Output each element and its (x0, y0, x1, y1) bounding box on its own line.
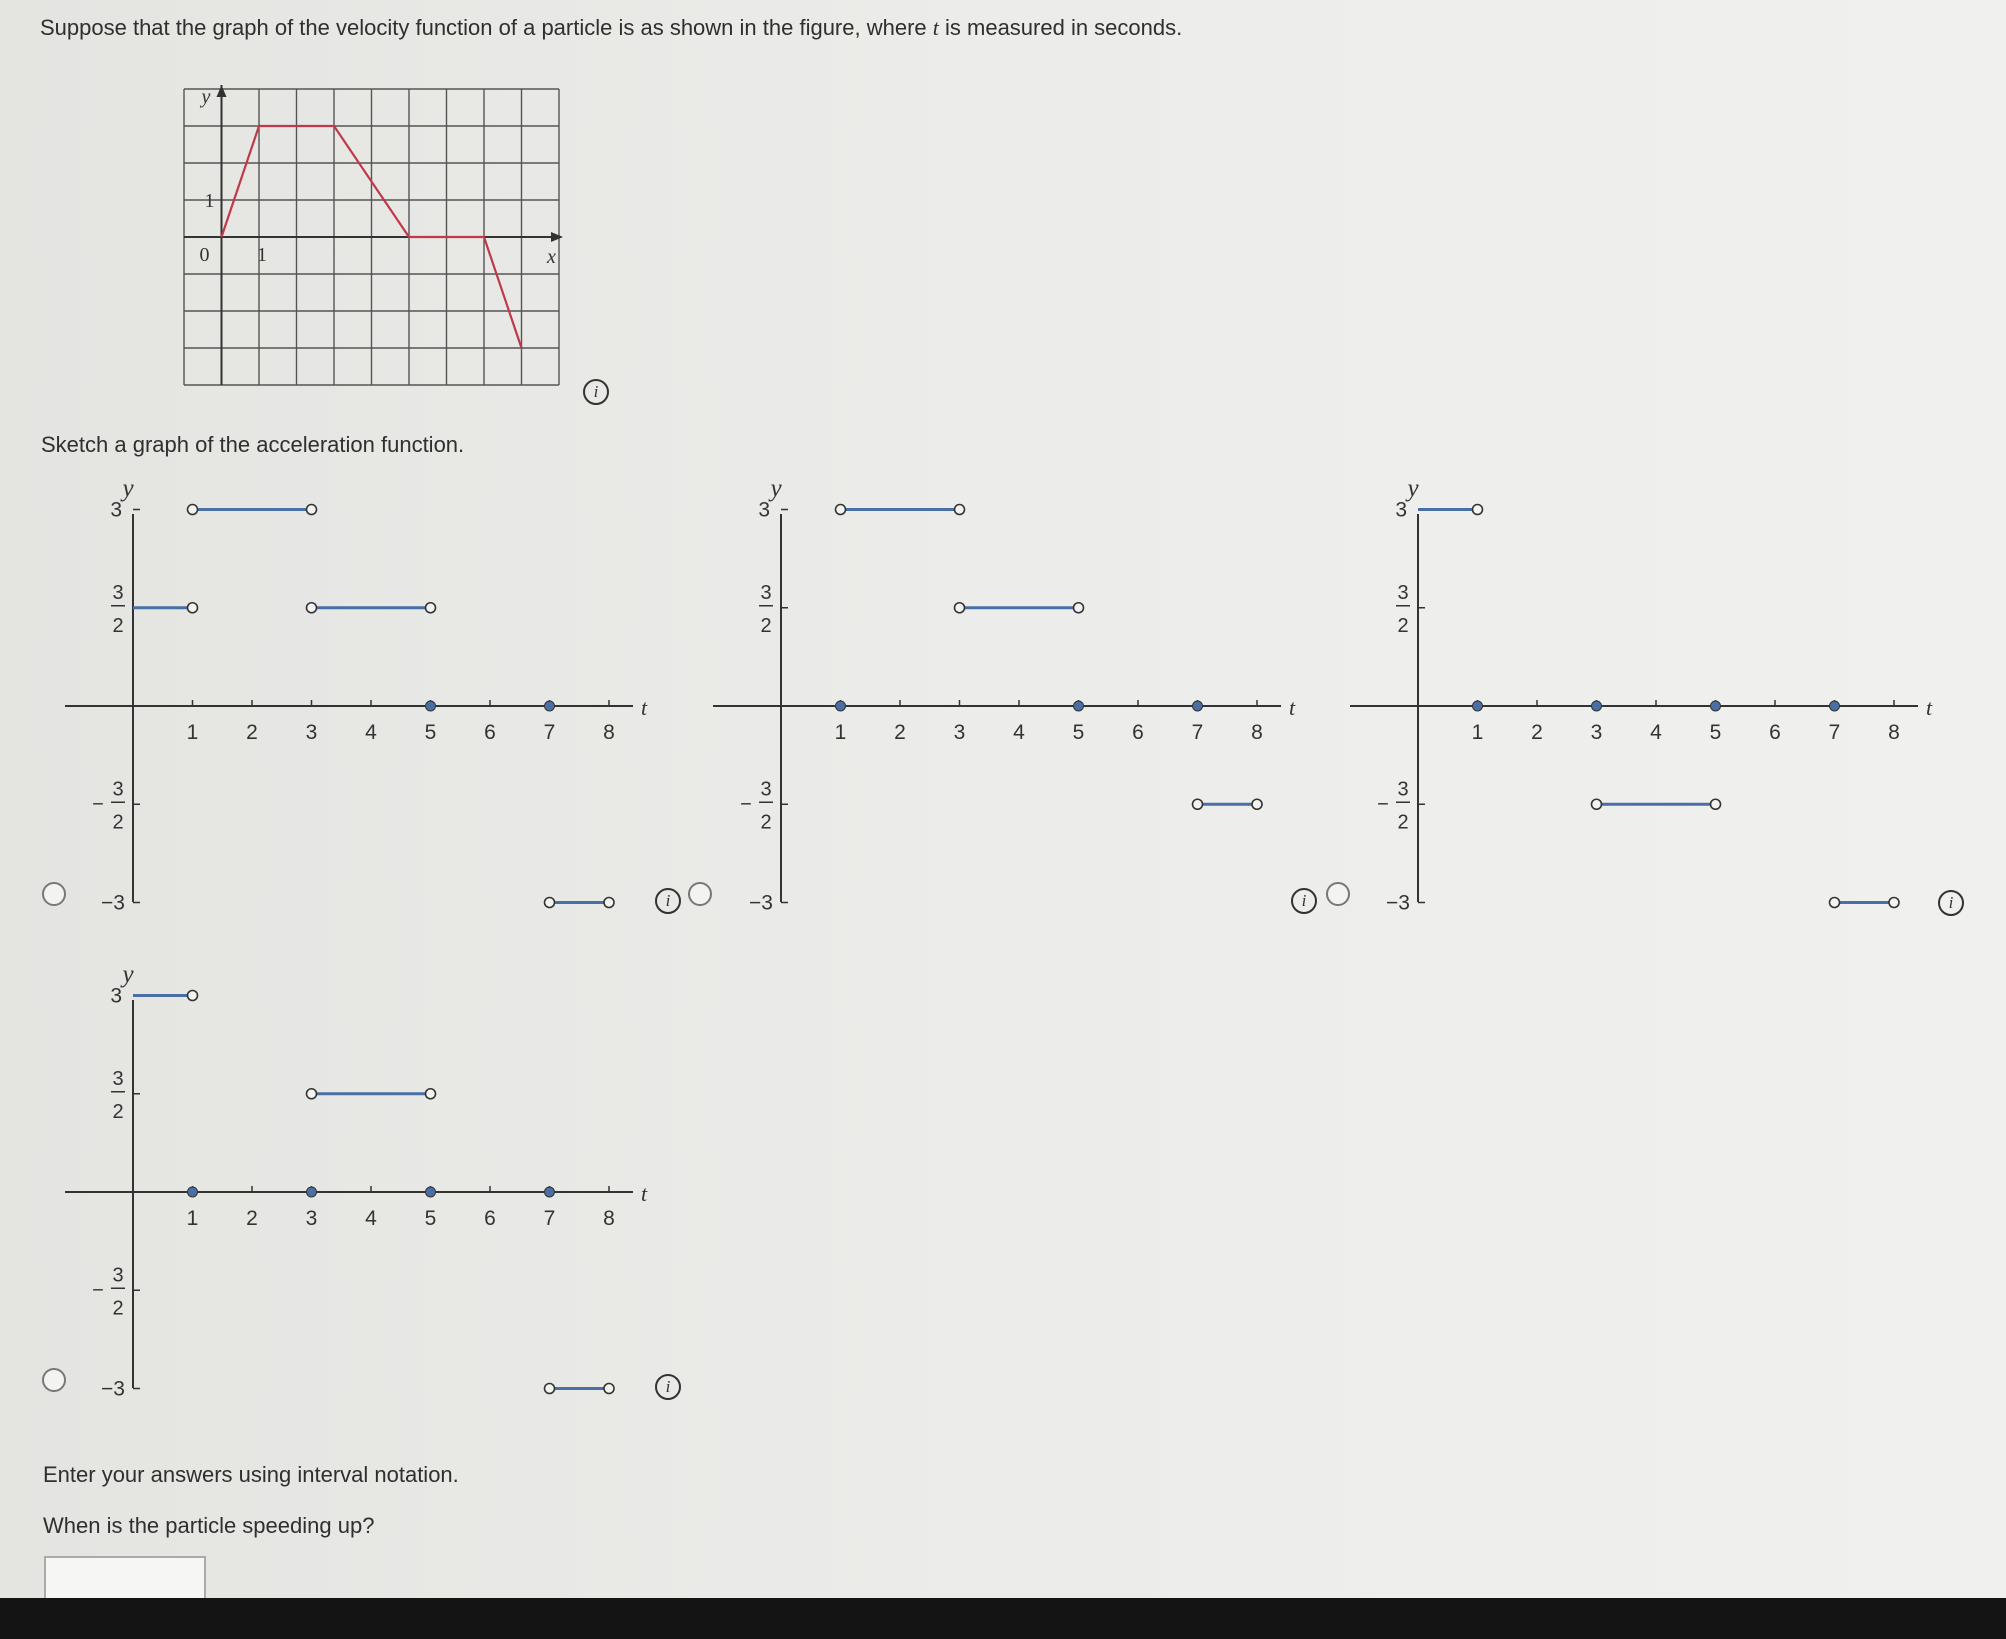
open-endpoint (1830, 898, 1840, 908)
t-tick-label: 8 (1251, 721, 1263, 744)
closed-endpoint (426, 1187, 436, 1197)
t-axis-label: t (1926, 695, 1933, 720)
t-tick-label: 8 (603, 721, 615, 744)
t-tick-label: 7 (1828, 721, 1841, 744)
open-endpoint (955, 603, 965, 613)
closed-endpoint (1473, 701, 1483, 711)
y-tick-label: 3 (1397, 581, 1409, 604)
question-var: t (932, 15, 939, 40)
t-tick-label: 1 (834, 721, 847, 744)
interval-note: Enter your answers using interval notation. (43, 1462, 459, 1487)
info-icon[interactable]: i (655, 888, 681, 914)
y-tick-label: 3 (1395, 498, 1407, 522)
y-tick-label: − (92, 793, 104, 816)
t-tick-label: 6 (1769, 721, 1781, 744)
t-tick-label: 5 (1072, 721, 1085, 744)
choice-radio-4[interactable] (42, 1368, 66, 1392)
open-endpoint (545, 1384, 555, 1394)
t-tick-label: 7 (543, 721, 556, 744)
y-tick-label: 3 (758, 498, 770, 522)
info-icon[interactable]: i (1938, 890, 1964, 916)
t-tick-label: 5 (424, 1207, 437, 1230)
closed-endpoint (836, 701, 846, 711)
question-suffix: is measured in seconds. (938, 15, 1183, 40)
bottom-bar (0, 1598, 2006, 1639)
t-tick-label: 6 (1132, 721, 1144, 744)
y-axis-label: y (770, 475, 782, 502)
closed-endpoint (1592, 701, 1602, 711)
info-icon[interactable]: i (655, 1374, 681, 1400)
y-tick-label: 2 (1397, 811, 1409, 834)
y-axis-label: y (122, 475, 134, 502)
y-tick-label: 2 (760, 614, 772, 637)
t-tick-label: 2 (246, 1207, 258, 1230)
t-axis-label: t (1289, 695, 1296, 720)
choice-radio-1[interactable] (42, 882, 66, 906)
t-tick-label: 1 (186, 1207, 199, 1230)
t-tick-label: 1 (1471, 721, 1484, 744)
sketch-prompt: Sketch a graph of the acceleration function. (41, 432, 465, 457)
open-endpoint (307, 1089, 317, 1099)
y-tick-label: 2 (112, 614, 124, 637)
t-tick-label: 3 (305, 1207, 318, 1230)
y-tick-label: −3 (101, 891, 125, 915)
y-tick-label: − (1377, 793, 1389, 816)
t-tick-label: 4 (1650, 721, 1662, 744)
closed-endpoint (1074, 701, 1084, 711)
t-tick-label: 2 (894, 721, 906, 744)
t-tick-label: 2 (246, 721, 258, 744)
open-endpoint (1592, 799, 1602, 809)
y-tick-label: −3 (101, 1377, 125, 1401)
closed-endpoint (1830, 701, 1840, 711)
y-tick-label: 3 (112, 581, 124, 604)
speeding-up-question: When is the particle speeding up? (43, 1513, 375, 1538)
info-icon[interactable]: i (1291, 888, 1317, 914)
closed-endpoint (307, 1187, 317, 1197)
x-axis-label: x (547, 246, 556, 268)
y-tick-label: 3 (1397, 778, 1409, 801)
y-tick-label: 3 (110, 498, 122, 522)
t-axis-label: t (641, 695, 648, 720)
y-axis-label: y (1407, 475, 1419, 502)
t-tick-label: 2 (1531, 721, 1543, 744)
y-tick-label: − (92, 1279, 104, 1302)
info-icon[interactable]: i (583, 379, 609, 405)
y-tick-label: 2 (112, 1100, 124, 1123)
t-tick-label: 8 (1888, 721, 1900, 744)
t-tick-label: 1 (186, 721, 199, 744)
t-tick-label: 3 (305, 721, 318, 744)
y-tick-label: 1 (204, 190, 215, 212)
y-tick-label: 2 (112, 1297, 124, 1320)
y-tick-label: 3 (110, 984, 122, 1008)
open-endpoint (1711, 799, 1721, 809)
closed-endpoint (1193, 701, 1203, 711)
t-tick-label: 4 (365, 721, 377, 744)
y-tick-label: 2 (112, 811, 124, 834)
open-endpoint (188, 991, 198, 1001)
t-tick-label: 4 (1013, 721, 1025, 744)
y-tick-label: 3 (112, 778, 124, 801)
y-tick-label: − (740, 793, 752, 816)
t-tick-label: 5 (1709, 721, 1722, 744)
y-tick-label: 3 (760, 581, 772, 604)
choice-graph-4 (0, 0, 700, 1400)
y-tick-label: −3 (749, 891, 773, 915)
open-endpoint (1889, 898, 1899, 908)
open-endpoint (955, 505, 965, 515)
y-axis-label: y (201, 86, 211, 108)
y-tick-label: 2 (760, 811, 772, 834)
open-endpoint (1252, 799, 1262, 809)
open-endpoint (836, 505, 846, 515)
t-tick-label: 3 (953, 721, 966, 744)
open-endpoint (426, 1089, 436, 1099)
closed-endpoint (1711, 701, 1721, 711)
t-tick-label: 6 (484, 721, 496, 744)
y-tick-label: 3 (112, 1067, 124, 1090)
open-endpoint (1074, 603, 1084, 613)
choice-radio-2[interactable] (688, 882, 712, 906)
x-tick-label: 1 (257, 244, 267, 266)
t-tick-label: 3 (1590, 721, 1603, 744)
t-tick-label: 7 (1191, 721, 1204, 744)
question-prefix: Suppose that the graph of the velocity function of a particle is as shown in the figure, where (40, 15, 933, 40)
t-tick-label: 5 (424, 721, 437, 744)
closed-endpoint (188, 1187, 198, 1197)
closed-endpoint (545, 1187, 555, 1197)
y-tick-label: 3 (112, 1264, 124, 1287)
t-tick-label: 6 (484, 1207, 496, 1230)
y-axis-label: y (122, 961, 134, 988)
open-endpoint (1193, 799, 1203, 809)
t-tick-label: 7 (543, 1207, 556, 1230)
origin-label: 0 (199, 244, 210, 266)
open-endpoint (1473, 505, 1483, 515)
t-tick-label: 4 (365, 1207, 377, 1230)
y-tick-label: −3 (1386, 891, 1410, 915)
t-tick-label: 8 (603, 1207, 615, 1230)
y-tick-label: 2 (1397, 614, 1409, 637)
open-endpoint (604, 1384, 614, 1394)
y-tick-label: 3 (760, 778, 772, 801)
t-axis-label: t (641, 1181, 648, 1206)
choice-radio-3[interactable] (1326, 882, 1350, 906)
